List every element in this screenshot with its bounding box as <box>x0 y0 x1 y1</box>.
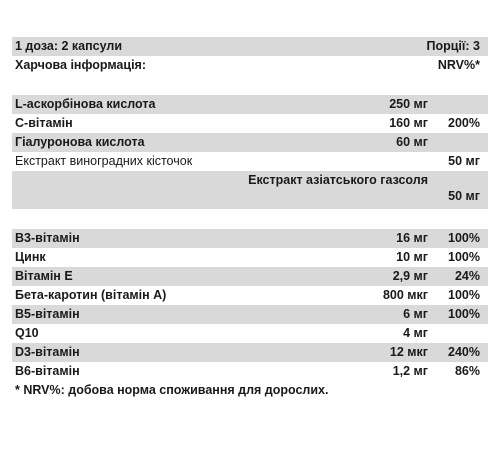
ingredient-nrv: 100% <box>448 307 480 321</box>
ingredient-amount: 2,9 мг <box>392 269 428 283</box>
ingredient-nrv: 86% <box>454 364 480 378</box>
nutrition-info-label: Харчова інформація: <box>15 58 146 72</box>
nutrition-table <box>12 37 488 400</box>
ingredient-name: B6-вітамін <box>15 364 80 378</box>
ingredient-name: Бета-каротин (вітамін А) <box>15 288 167 302</box>
ingredient-name: Q10 <box>15 326 39 340</box>
table-row <box>12 95 488 114</box>
ingredient-name: Вітамін Е <box>15 269 73 283</box>
ingredient-amount: 16 мг <box>396 231 428 245</box>
table-row <box>12 286 488 305</box>
dose-label: 1 доза: 2 капсули <box>15 39 123 53</box>
ingredient-nrv: 24% <box>454 269 480 283</box>
ingredient-amount: 4 мг <box>403 326 428 340</box>
ingredient-name: Цинк <box>15 250 46 264</box>
ingredient-name: B3-вітамін <box>15 231 80 245</box>
ingredient-nrv: 100% <box>448 231 480 245</box>
table-row <box>12 248 488 267</box>
ingredient-nrv: 50 мг <box>448 189 480 203</box>
table-row <box>12 171 488 209</box>
table-row <box>12 229 488 248</box>
spacer <box>12 75 488 95</box>
ingredient-amount: 1,2 мг <box>392 364 428 378</box>
ingredient-name: Екстракт азіатського газсоля <box>248 173 428 187</box>
table-row <box>12 362 488 381</box>
table-row <box>12 324 488 343</box>
ingredient-nrv: 200% <box>448 116 480 130</box>
ingredient-amount: 10 мг <box>396 250 428 264</box>
header-nutrition-row <box>12 56 488 75</box>
ingredient-amount: 12 мкг <box>389 345 428 359</box>
table-row <box>12 114 488 133</box>
ingredient-name: Гіалуронова кислота <box>15 135 145 149</box>
ingredient-amount: 6 мг <box>403 307 428 321</box>
ingredient-amount: 800 мкг <box>382 288 428 302</box>
ingredient-name: Екстракт виноградних кісточок <box>15 154 193 168</box>
table-row <box>12 343 488 362</box>
ingredient-name: B5-вітамін <box>15 307 80 321</box>
ingredient-nrv: 50 мг <box>448 154 480 168</box>
header-dose-row <box>12 37 488 56</box>
servings-label: Порції: 3 <box>426 39 480 53</box>
table-row <box>12 305 488 324</box>
ingredient-name: С-вітамін <box>15 116 73 130</box>
ingredient-name: D3-вітамін <box>15 345 80 359</box>
ingredient-amount: 60 мг <box>396 135 428 149</box>
ingredient-name: L-аскорбінова кислота <box>15 97 156 111</box>
ingredient-amount: 250 мг <box>389 97 428 111</box>
ingredient-nrv: 100% <box>448 288 480 302</box>
ingredient-nrv: 240% <box>448 345 480 359</box>
ingredient-amount: 160 мг <box>389 116 428 130</box>
table-row <box>12 267 488 286</box>
table-row <box>12 152 488 171</box>
nrv-column-label: NRV%* <box>437 58 480 72</box>
table-row <box>12 133 488 152</box>
ingredient-nrv: 100% <box>448 250 480 264</box>
nrv-footnote: * NRV%: добова норма споживання для дорослих. <box>15 383 329 397</box>
spacer <box>12 209 488 229</box>
